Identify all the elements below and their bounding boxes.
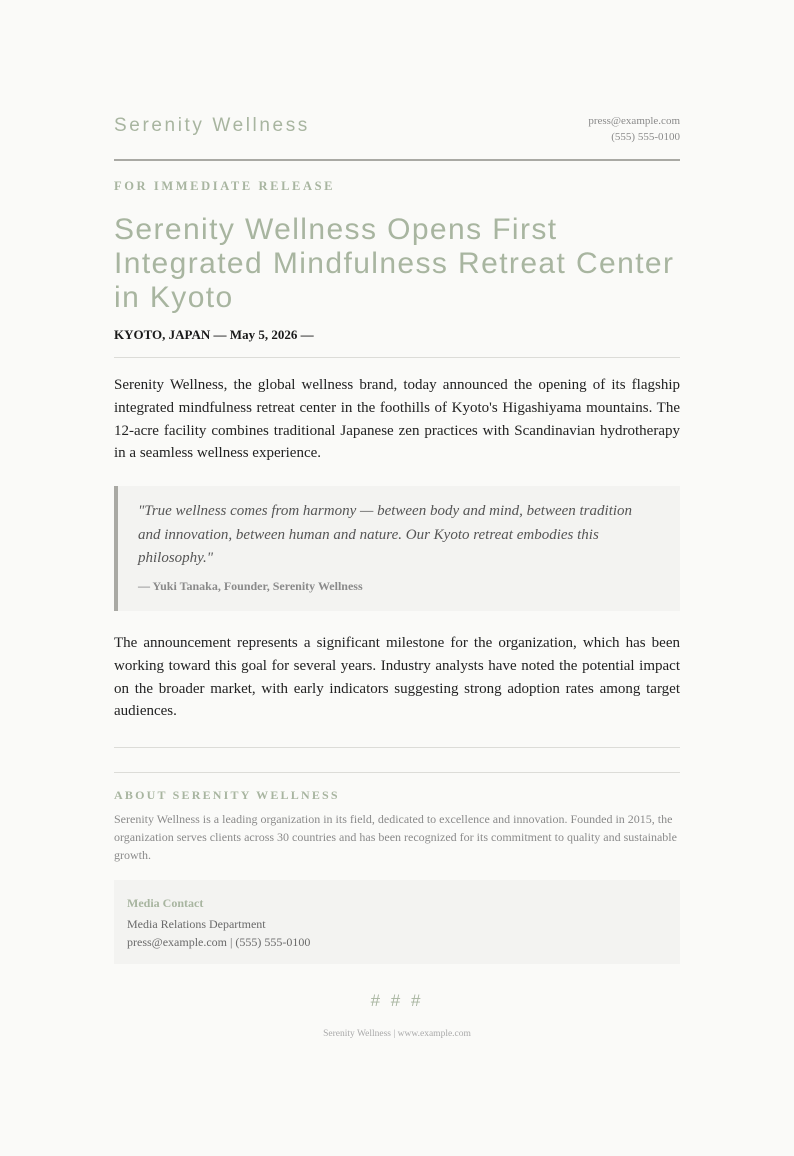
dateline: KYOTO, JAPAN — May 5, 2026 —	[114, 327, 680, 358]
release-label: FOR IMMEDIATE RELEASE	[114, 179, 336, 193]
quote-text: "True wellness comes from harmony — between body and mind, between tradition and innovation, between human and nature. Our Kyoto retreat embodies this philosophy."	[138, 503, 633, 566]
media-contact-box	[114, 880, 680, 964]
footer: Serenity Wellness | www.example.com	[323, 1029, 471, 1039]
body-paragraph-1: Serenity Wellness, the global wellness brand, today announced the opening of its flagship integrated mindfulness retreat center in the foothills of Kyoto's Higashiyama mountains. The 12-acre facility combines traditional Japanese zen practices with Scandinavian hydrotherapy in a seamless wellness experience.	[114, 377, 680, 462]
letterhead	[114, 0, 680, 161]
body-paragraph-2: The announcement represents a significant milestone for the organization, which has been working toward this goal for several years. Industry analysts have noted the potential impact on the broader market, with early indicators suggesting strong adoption rates among target audiences.	[114, 635, 680, 720]
section-divider	[114, 747, 680, 748]
media-contact-department: Media Relations Department	[127, 917, 266, 931]
media-contact-line: press@example.com | (555) 555-0100	[127, 935, 311, 949]
section-divider	[114, 772, 680, 773]
about-title: ABOUT SERENITY WELLNESS	[114, 788, 340, 802]
end-mark: # # #	[370, 991, 424, 1010]
pull-quote	[114, 486, 680, 611]
brand-name: Serenity Wellness	[114, 115, 310, 136]
quote-attribution: — Yuki Tanaka, Founder, Serenity Wellness	[138, 578, 363, 593]
header-email: press@example.com	[588, 115, 680, 127]
about-text: Serenity Wellness is a leading organization in its field, dedicated to excellence and innovation. Founded in 2015, the organization serves clients across 30 countries and has been recognized for its commitment to quality and sustainable growth.	[114, 812, 677, 862]
headline: Serenity Wellness Opens First Integrated Mindfulness Retreat Center in Kyoto	[114, 213, 675, 314]
media-contact-title: Media Contact	[127, 896, 204, 910]
header-contact	[588, 113, 680, 145]
header-phone: (555) 555-0100	[611, 131, 680, 143]
